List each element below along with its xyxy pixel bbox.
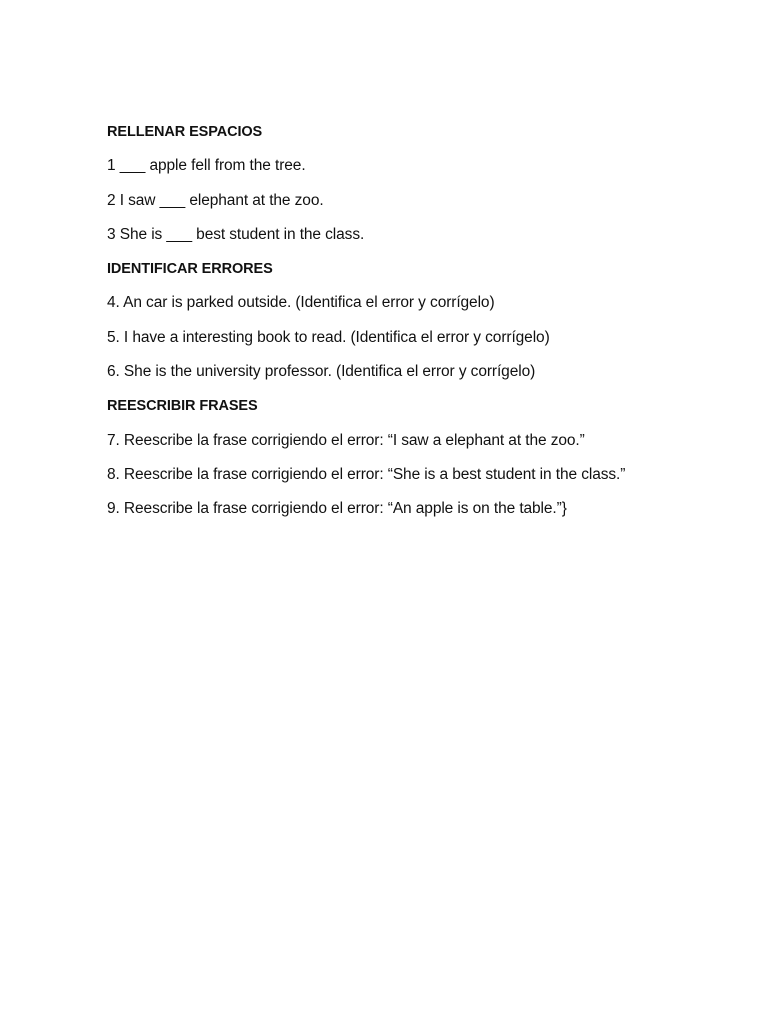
exercise-item-5: 5. I have a interesting book to read. (Identifica el error y corrígelo): [107, 328, 550, 346]
exercise-item-9: 9. Reescribe la frase corrigiendo el error: “An apple is on the table.”}: [107, 500, 567, 518]
exercise-item-4: 4. An car is parked outside. (Identifica el error y corrígelo): [107, 294, 495, 312]
section-heading-identificar-errores: IDENTIFICAR ERRORES: [107, 261, 273, 278]
section-heading-reescribir-frases: REESCRIBIR FRASES: [107, 398, 258, 415]
exercise-item-6: 6. She is the university professor. (Identifica el error y corrígelo): [107, 363, 536, 381]
section-heading-rellenar-espacios: RELLENAR ESPACIOS: [107, 124, 263, 140]
exercise-item-2: 2 I saw ___ elephant at the zoo.: [107, 191, 324, 209]
exercise-item-8: 8. Reescribe la frase corrigiendo el error: “She is a best student in the class.”: [107, 465, 626, 483]
exercise-item-1: 1 ___ apple fell from the tree.: [107, 157, 306, 175]
exercise-item-7: 7. Reescribe la frase corrigiendo el error: “I saw a elephant at the zoo.”: [107, 431, 585, 449]
exercise-item-3: 3 She is ___ best student in the class.: [107, 225, 365, 243]
document-body: [107, 121, 727, 533]
